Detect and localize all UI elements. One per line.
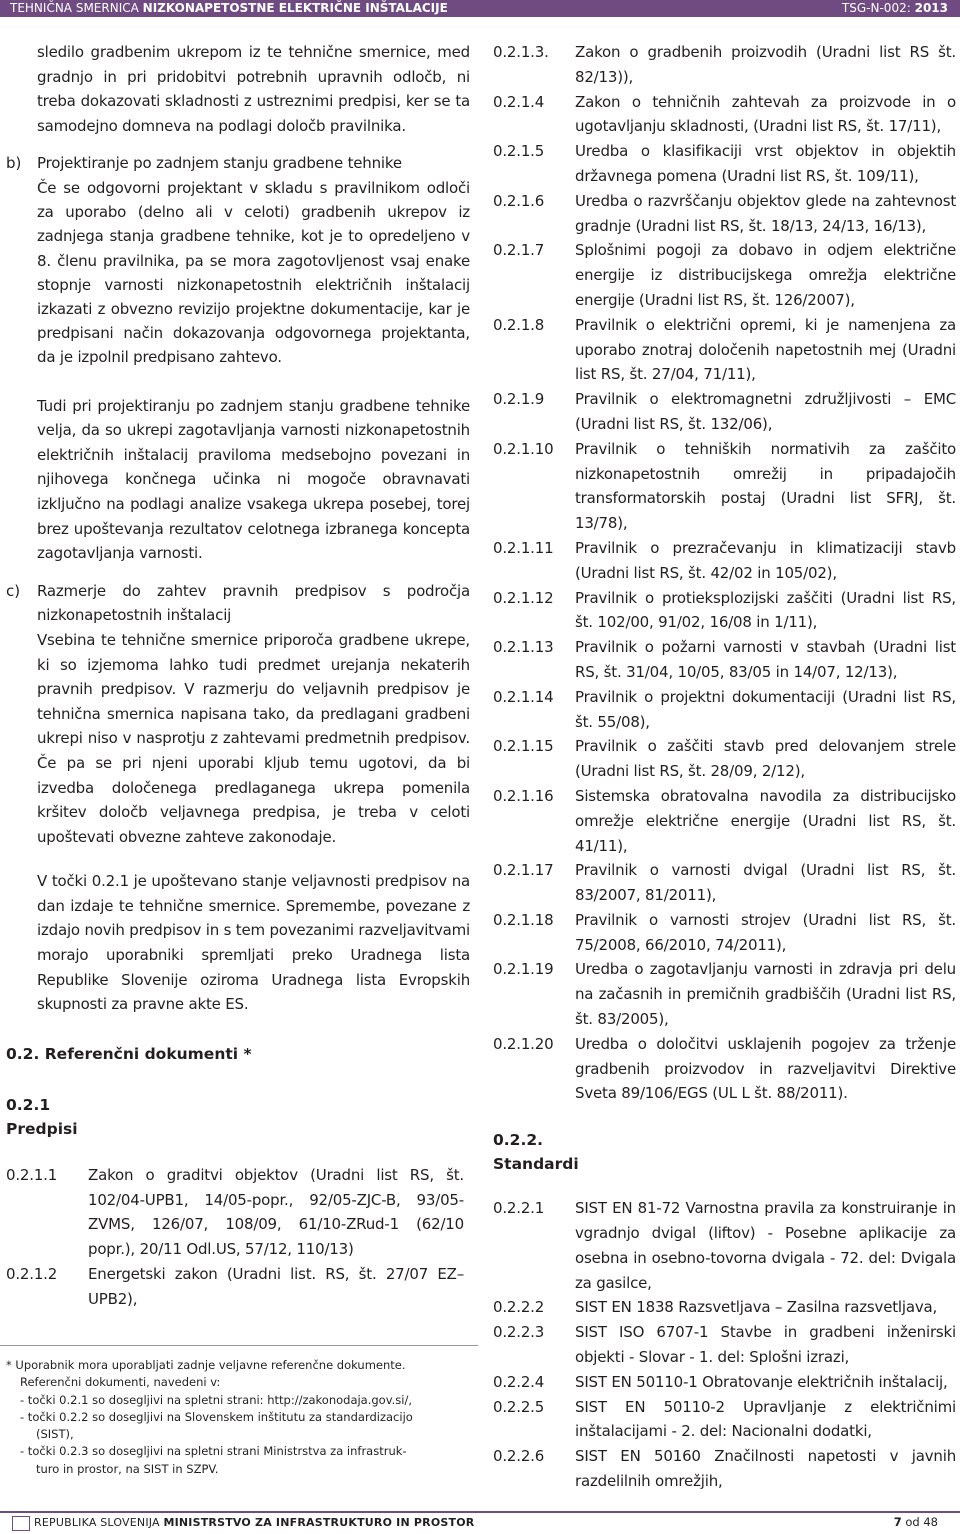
list-item-number: 0.2.1.17 [493, 861, 554, 880]
list-item [493, 1320, 956, 1370]
section-c-paragraph-2: V točki 0.2.1 je upoštevano stanje veljavnosti predpisov na dan izdaje te tehnične smernice. Spremembe, povezane z izdajo novih predpisov in s tem povezanimi razveljavitvami morajo uporabniki spremljati preko Uradnega lista Republike Slovenije oziroma Uradnega lista Evropskih skupnosti za pravne akte ES. [37, 872, 470, 1014]
list-item [493, 1444, 956, 1494]
left-column [6, 40, 470, 1312]
guide-type: TEHNIČNA SMERNICA [10, 1, 139, 15]
list-item-text: Pravilnik o tehniških normativih za zaščito nizkonapetostnih omrežij in pripadajočih transformatorskih postaj (Uradni list SFRJ, št. 13/78), [575, 439, 956, 533]
total-pages: od 48 [905, 1515, 938, 1529]
standards-title: Standardi [493, 1155, 579, 1174]
footnote [6, 1357, 476, 1478]
list-item-number: 0.2.1.9 [493, 390, 545, 409]
guide-subject: NIZKONAPETOSTNE ELEKTRIČNE INŠTALACIJE [142, 1, 448, 15]
list-item-text: SIST ISO 6707-1 Stavbe in gradbeni inženirski objekti - Slovar - 1. del: Splošni izrazi, [575, 1323, 956, 1367]
list-item-number: 0.2.1.20 [493, 1034, 554, 1053]
section-c-title: Razmerje do zahtev pravnih predpisov s področja nizkonapetostnih inštalacij [37, 581, 470, 625]
list-item-text: Pravilnik o požarni varnosti v stavbah (Uradni list RS, št. 31/04, 10/05, 83/05 in 14/07, 12/13), [575, 638, 956, 681]
regulations-list-right [493, 40, 956, 1106]
list-item [493, 858, 956, 908]
list-item-text: Energetski zakon (Uradni list. RS, št. 27/07 EZ– UPB2), [88, 1265, 464, 1308]
list-item-number: 0.2.1.6 [493, 191, 545, 210]
list-item-number: 0.2.1.8 [493, 315, 545, 334]
list-item [493, 40, 956, 90]
list-item [493, 387, 956, 437]
list-item-text: Pravilnik o varnosti dvigal (Uradni list RS, št. 83/2007, 81/2011), [575, 861, 956, 905]
list-item [493, 189, 956, 239]
list-item [493, 1032, 956, 1106]
list-item-number: 0.2.1.14 [493, 687, 554, 706]
section-b [6, 151, 470, 565]
section-b-label: b) [6, 154, 22, 173]
list-item [493, 734, 956, 784]
footnote-line: Referenčni dokumenti, navedeni v: [20, 1375, 221, 1390]
list-item [493, 1196, 956, 1295]
list-item-number: 0.2.2.5 [493, 1397, 545, 1416]
list-item [493, 536, 956, 586]
list-item [493, 1370, 956, 1395]
footnote-line: * Uporabnik mora uporabljati zadnje veljavne referenčne dokumente. [6, 1358, 406, 1372]
list-item [6, 1262, 464, 1312]
list-item-text: Zakon o tehničnih zahtevah za proizvode in o ugotavljanju skladnosti, (Uradni list RS, št. 17/11), [575, 92, 956, 136]
list-item-number: 0.2.1.18 [493, 910, 554, 929]
list-item-text: Zakon o graditvi objektov (Uradni list RS, št. 102/04-UPB1, 14/05-popr., 92/05-ZJC-B, 93/05-ZVMS, 126/07, 108/09, 61/10-ZRud-1 (62/10 popr.), 20/11 Odl.US, 57/12, 110/13) [88, 1165, 464, 1259]
list-item-number: 0.2.2.6 [493, 1447, 545, 1466]
list-item-number: 0.2.2.1 [493, 1199, 545, 1218]
page-footer [0, 1511, 960, 1534]
header-title [10, 0, 448, 17]
list-item-number: 0.2.1.1 [6, 1165, 58, 1184]
section-b-paragraph-1: Če se odgovorni projektant v skladu s pravilnikom odloči za uporabo (delno ali v celoti) gradbenih ukrepov iz zadnjega stanja gradbene tehnike, kot je to opredeljeno v 8. členu pravilnika, pa se mora zagotovljenost vsaj enake stopnje varnosti nizkonapetostnih električnih inštalacij izkazati z obvezno revizijo projektne dokumentacije, kar je predpisani način dokazovanja odgovornega projektanta, da je izpolnil predpisano zahtevo. [37, 178, 470, 367]
list-item-text: Pravilnik o električni opremi, ki je namenjena za uporabo znotraj določenih napetostnih mej (Uradni list RS, št. 27/04, 71/11), [575, 315, 956, 384]
standards-number: 0.2.2. [493, 1131, 544, 1150]
list-item [493, 784, 956, 858]
document-code [842, 0, 948, 17]
list-item-number: 0.2.1.10 [493, 439, 554, 458]
list-item-text: SIST EN 81-72 Varnostna pravila za konstruiranje in vgradnjo dvigal (liftov) - Posebne aplikacije za osebna in osebno-tovorna dvigala - 72. del: Dvigala za gasilce, [575, 1199, 956, 1292]
regulations-list-left [6, 1163, 464, 1312]
section-c-label: c) [6, 581, 21, 600]
list-item-text: Zakon o gradbenih proizvodih (Uradni list RS št. 82/13)), [575, 43, 956, 86]
regulations-number: 0.2.1 [6, 1095, 51, 1114]
list-item-text: Uredba o zagotavljanju varnosti in zdravja pri delu na začasnih in premičnih gradbiščih (Uradni list RS, št. 83/2005), [575, 960, 956, 1029]
list-item-number: 0.2.2.4 [493, 1372, 545, 1391]
list-item-number: 0.2.1.3. [493, 43, 549, 61]
list-item-text: Pravilnik o prezračevanju in klimatizaciji stavb (Uradni list RS, št. 42/02 in 105/02), [575, 538, 956, 582]
list-item [493, 957, 956, 1031]
list-item-text: SIST EN 1838 Razsvetljava – Zasilna razsvetljava, [575, 1298, 938, 1317]
list-item-text: Uredba o razvrščanju objektov glede na zahtevnost gradnje (Uradni list RS, št. 18/13, 24/13, 16/13), [575, 191, 956, 235]
list-item-number: 0.2.1.16 [493, 786, 554, 805]
list-item-number: 0.2.2.3 [493, 1323, 545, 1342]
references-heading: 0.2. Referenčni dokumenti * [6, 1044, 252, 1063]
list-item-text: SIST EN 50160 Značilnosti napetosti v javnih razdelilnih omrežjih, [575, 1447, 956, 1491]
list-item-number: 0.2.1.19 [493, 960, 554, 979]
footnote-divider [0, 1345, 478, 1346]
list-item [493, 437, 956, 536]
list-item-number: 0.2.1.15 [493, 737, 554, 756]
footer-republic: REPUBLIKA SLOVENIJA [34, 1516, 160, 1529]
list-item [493, 238, 956, 312]
list-item-text: Sistemska obratovalna navodila za distribucijsko omrežje električne energije (Uradni list RS, št. 41/11), [575, 786, 956, 855]
list-item-number: 0.2.1.5 [493, 142, 545, 161]
list-item-number: 0.2.1.12 [493, 588, 554, 607]
list-item [493, 1395, 956, 1445]
coat-of-arms-icon [12, 1516, 30, 1531]
section-c [6, 579, 470, 1017]
footnote-line: (SIST), [36, 1427, 74, 1442]
code-label: TSG-N-002: [841, 1, 911, 15]
footer-org [34, 1513, 474, 1532]
list-item [493, 635, 956, 685]
list-item-number: 0.2.1.2 [6, 1265, 58, 1284]
page-header [0, 0, 960, 17]
footer-ministry: MINISTRSTVO ZA INFRASTRUKTURO IN PROSTOR [163, 1516, 475, 1529]
footnote-line: - točki 0.2.1 so dosegljivi na spletni strani: http://zakonodaja.gov.si/, [20, 1392, 413, 1407]
list-item [493, 586, 956, 636]
list-item-text: Pravilnik o zaščiti stavb pred delovanjem strele (Uradni list RS, št. 28/09, 2/12), [575, 737, 956, 781]
list-item-number: 0.2.1.7 [493, 241, 545, 260]
list-item-number: 0.2.1.11 [493, 538, 554, 557]
list-item-number: 0.2.2.2 [493, 1298, 545, 1317]
list-item [493, 90, 956, 140]
page-number [894, 1513, 938, 1532]
regulations-title: Predpisi [6, 1119, 78, 1138]
list-item [6, 1163, 464, 1262]
standards-heading [493, 1128, 956, 1176]
list-item-number: 0.2.1.13 [493, 638, 554, 657]
regulations-heading [6, 1093, 470, 1141]
list-item-text: Uredba o klasifikaciji vrst objektov in objektih državnega pomena (Uradni list RS, št. 109/11), [575, 142, 956, 185]
current-page: 7 [893, 1515, 902, 1529]
right-column [493, 40, 956, 1494]
code-year: 2013 [914, 1, 948, 15]
footnote-line: - točki 0.2.3 so dosegljivi na spletni strani Ministrstva za infrastruk- [20, 1444, 407, 1459]
footnote-line: turo in prostor, na SIST in SZPV. [36, 1461, 219, 1476]
list-item-text: Splošnimi pogoji za dobavo in odjem električne energije iz distribucijskega omrežja električne energije (Uradni list RS, št. 126/2007), [575, 241, 956, 309]
list-item-text: Pravilnik o elektromagnetni združljivosti – EMC (Uradni list RS, št. 132/06), [575, 390, 956, 433]
list-item-text: Uredba o določitvi usklajenih pogojev za trženje gradbenih proizvodov in razveljavitvi Direktive Sveta 89/106/EGS (UL L št. 88/2011). [575, 1034, 956, 1103]
list-item-text: Pravilnik o projektni dokumentaciji (Uradni list RS, št. 55/08), [575, 687, 956, 731]
section-c-paragraph-1: Vsebina te tehnične smernice priporoča gradbene ukrepe, ki so izjemoma lahko tudi predmet urejanja nekaterih pravnih predpisov. V razmerju do veljavnih predpisov je tehnična smernica napisana tako, da predlagani gradbeni ukrepi niso v nasprotju z zahtevami predmetnih predpisov. Če pa se pri njeni uporabi kljub temu ugotovi, da bi izvedba določenega predlaganega ukrepa pomenila kršitev določb veljavnega predpisa, je treba v celoti upoštevati obvezne zahteve zakonodaje. [37, 630, 470, 846]
footnote-line: - točki 0.2.2 so dosegljivi na Slovenskem inštitutu za standardizacijo [20, 1409, 413, 1424]
list-item [493, 1295, 956, 1320]
list-item-text: Pravilnik o protieksplozijski zaščiti (Uradni list RS, št. 102/00, 91/02, 16/08 in 1/11), [575, 588, 956, 632]
list-item-number: 0.2.1.4 [493, 92, 545, 111]
standards-list [493, 1196, 956, 1494]
section-b-paragraph-2: Tudi pri projektiranju po zadnjem stanju gradbene tehnike velja, da so ukrepi zagotavljanja varnosti nizkonapetostnih električnih inštalacij praviloma medsebojno povezani in njihovega končnega učinka ni mogoče obravnavati izključno na podlagi analize vsakega ukrepa posebej, torej brez upoštevanja rezultatov celotnega izbranega koncepta zagotavljanja varnosti. [37, 396, 470, 563]
list-item [493, 908, 956, 958]
list-item [493, 685, 956, 735]
section-b-title: Projektiranje po zadnjem stanju gradbene tehnike [37, 154, 402, 173]
list-item [493, 313, 956, 387]
list-item-text: Pravilnik o varnosti strojev (Uradni list RS, št. 75/2008, 66/2010, 74/2011), [575, 910, 956, 954]
list-item-text: SIST EN 50110-2 Upravljanje z električnimi inštalacijami - 2. del: Nacionalni dodatki, [575, 1397, 956, 1441]
list-item [493, 139, 956, 189]
list-item-text: SIST EN 50110-1 Obratovanje električnih inštalacij, [575, 1372, 948, 1391]
intro-paragraph: sledilo gradbenim ukrepom iz te tehnične smernice, med gradnjo in pri pridobitvi potrebnih upravnih odločb, ni treba dokazovati skladnosti z ustreznimi predpisi, ker se ta samodejno domneva na podlagi določb pravilnika. [37, 43, 470, 135]
